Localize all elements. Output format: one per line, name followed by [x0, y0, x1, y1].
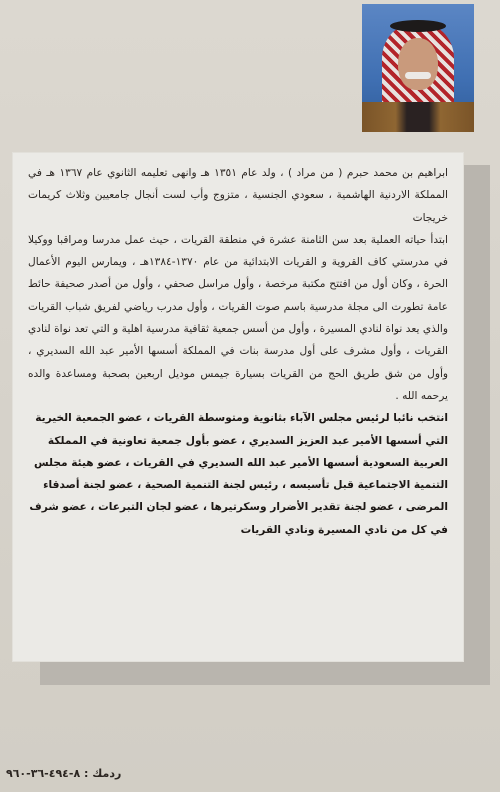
portrait-agal [390, 20, 446, 32]
isbn-label: ردمك : ٨-٤٩٤-٣٦-٩٦٠ [6, 767, 122, 780]
biography-panel [12, 152, 464, 662]
biography-text [28, 162, 448, 541]
bio-roles: انتخب نائبا لرئيس مجلس الآباء بثانوية ومتوسطة القريات ، عضو الجمعية الخيرية التي أسسها الأمير عبد العزيز السديري ، عضو بأول جمعية تعاونية في المملكة العربية السعودية أسسها الأمير عبد الله السديري في القريات ، عضو هيئة مجلس التنمية الاجتماعية قبل تأسيسه ، رئيس لجنة التنمية الصحية ، عضو لجنة أصدقاء المرضى ، عضو لجنة تقدير الأضرار وسكرتيرها ، عضو لجان التبرعات ، عضو شرف في كل من نادي المسيرة ونادي القريات [29, 412, 448, 536]
bio-intro: ابراهيم بن محمد حبرم ( من مراد ) ، ولد عام ١٣٥١ هـ وانهى تعليمه الثانوي عام ١٣٦٧ هـ في المملكة الاردنية الهاشمية ، سعودي الجنسية ، متزوج وأب لست أنجال جامعيين وثلاث كريمات خريجات [28, 167, 448, 224]
portrait-face [398, 38, 438, 90]
portrait-mustache [405, 72, 431, 79]
portrait-cloak [362, 102, 474, 132]
bio-career: ابتدأ حياته العملية بعد سن الثامنة عشرة في منطقة القريات ، حيث عمل مدرسا ومراقبا ووكيلا في مدرستي كاف القروية و القريات الابتدائية من عام ١٣٧٠-١٣٨٤هـ ، ويمارس اليوم الأعمال الحرة ، وكان أول من افتتح مكتبة مرخصة ، وأول مراسل صحفي ، وأول من أصدر صحيفة حائط عامة تطورت الى مجلة مدرسية باسم صوت القريات ، وأول مدرب رياضي لفريق شباب القريات والذي يعد نواة لنادي المسيرة ، وأول من أسس جمعية ثقافية مدرسية اهلية و التي تعد نواة لنادي القريات ، وأول مشرف على أول مدرسة بنات في المملكة أسسها الأمير عبد الله السديري ، وأول من شق طريق الحج من القريات بسيارة جيمس موديل اربعين بصحبة ومساعدة والده يرحمه الله . [28, 233, 448, 402]
author-portrait [362, 4, 474, 132]
